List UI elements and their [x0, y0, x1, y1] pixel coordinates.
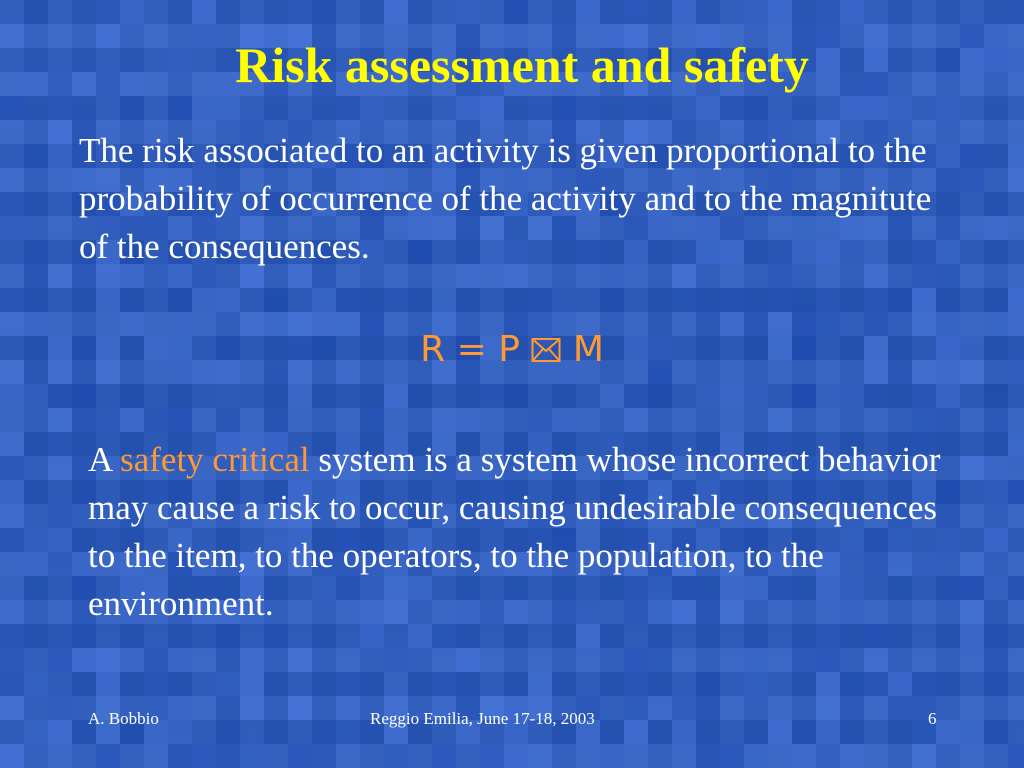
safety-critical-paragraph — [88, 436, 948, 628]
safety-critical-highlight: safety critical — [120, 440, 310, 479]
paragraph-prefix: A — [88, 440, 121, 479]
paragraph-suffix: system is a system whose incorrect behavior may cause a risk to occur, causing undesirable consequences to the item, to the operators, to the population, to the environment. — [88, 440, 941, 623]
footer-event: Reggio Emilia, June 17-18, 2003 — [370, 709, 595, 728]
footer-page-number: 6 — [928, 709, 937, 728]
formula-left: R = P — [420, 329, 520, 370]
envelope-icon — [531, 332, 561, 372]
formula-right: M — [572, 329, 604, 370]
risk-formula — [0, 330, 1024, 372]
slide-title: Risk assessment and safety — [235, 37, 809, 93]
definition-paragraph: The risk associated to an activity is given proportional to the probability of occurrence of the activity and to the magnitute of the consequences. — [79, 131, 932, 266]
footer-author: A. Bobbio — [88, 709, 159, 728]
